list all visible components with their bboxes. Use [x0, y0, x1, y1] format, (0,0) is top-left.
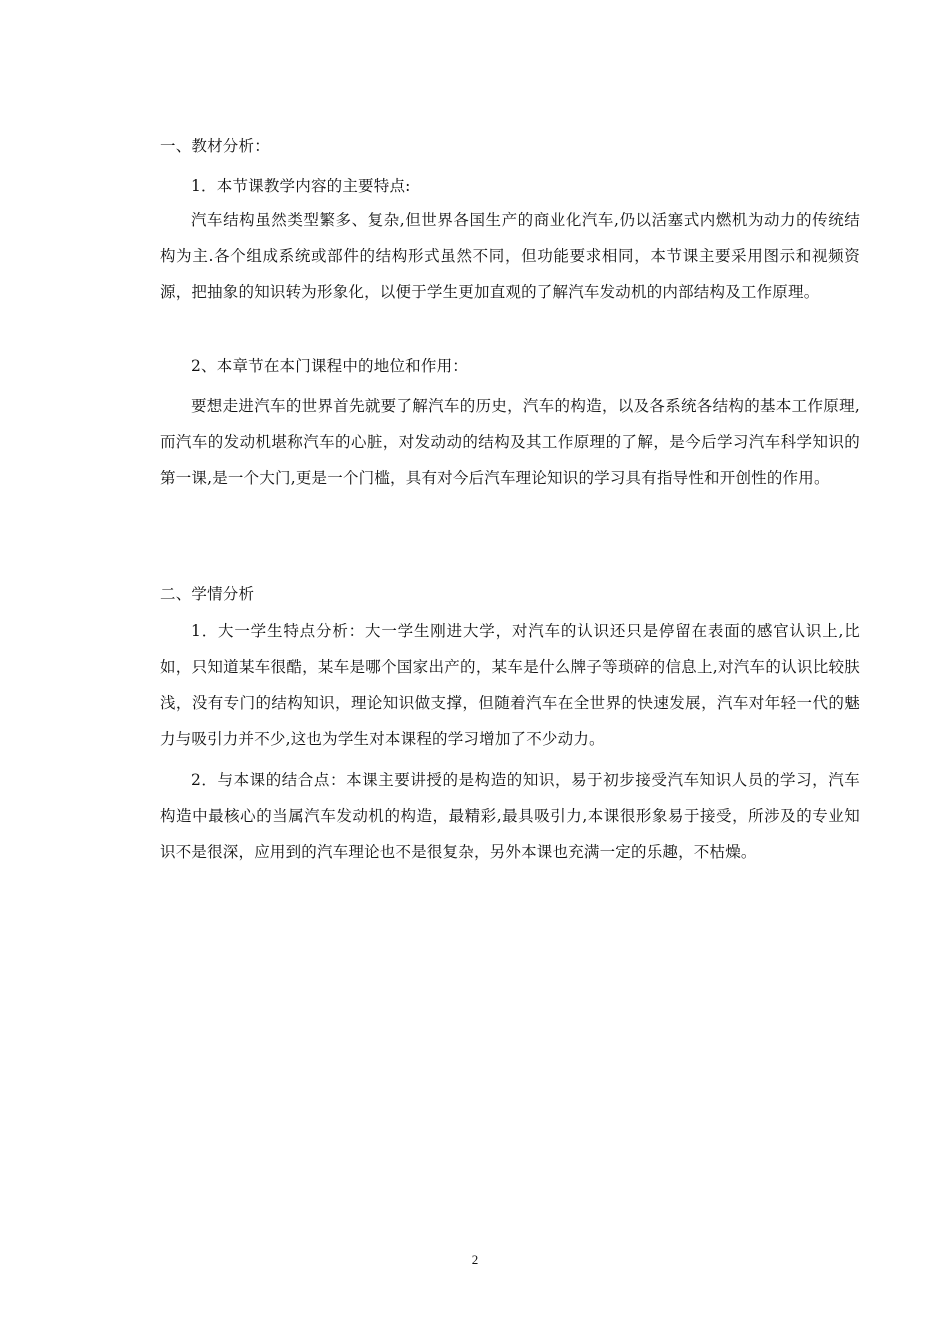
section2-paragraph-1: 1．大一学生特点分析：大一学生刚进大学，对汽车的认识还只是停留在表面的感官认识上,比如，只知道某车很酷，某车是哪个国家出产的，某车是什么牌子等琐碎的信息上,对汽车的认识比较肤浅，没有专门的结构知识，理论知识做支撑，但随着汽车在全世界的快速发展，汽车对年轻一代的魅力与吸引力并不少,这也为学生对本课程的学习增加了不少动力。 [160, 622, 860, 748]
section2-heading: 二、学情分析 [160, 585, 255, 603]
section2-paragraph-2: 2．与本课的结合点：本课主要讲授的是构造的知识，易于初步接受汽车知识人员的学习，汽车构造中最核心的当属汽车发动机的构造，最精彩,最具吸引力,本课很形象易于接受，所涉及的专业知识不是很深，应用到的汽车理论也不是很复杂，另外本课也充满一定的乐趣，不枯燥。 [160, 771, 860, 861]
section1-item2-body: 要想走进汽车的世界首先就要了解汽车的历史，汽车的构造，以及各系统各结构的基本工作原理,而汽车的发动机堪称汽车的心脏，对发动动的结构及其工作原理的了解，是今后学习汽车科学知识的第一课,是一个大门,更是一个门槛，具有对今后汽车理论知识的学习具有指导性和开创性的作用。 [160, 397, 860, 487]
page-number: 2 [471, 1252, 479, 1267]
section1-item1-body: 汽车结构虽然类型繁多、复杂,但世界各国生产的商业化汽车,仍以活塞式内燃机为动力的传统结构为主.各个组成系统或部件的结构形式虽然不同，但功能要求相同，本节课主要采用图示和视频资源，把抽象的知识转为形象化，以便于学生更加直观的了解汽车发动机的内部结构及工作原理。 [160, 211, 860, 301]
section1-item1-title: 1．本节课教学内容的主要特点: [191, 177, 411, 195]
section1-item2-title: 2、本章节在本门课程中的地位和作用： [191, 357, 468, 375]
section1-heading: 一、教材分析： [160, 137, 270, 155]
